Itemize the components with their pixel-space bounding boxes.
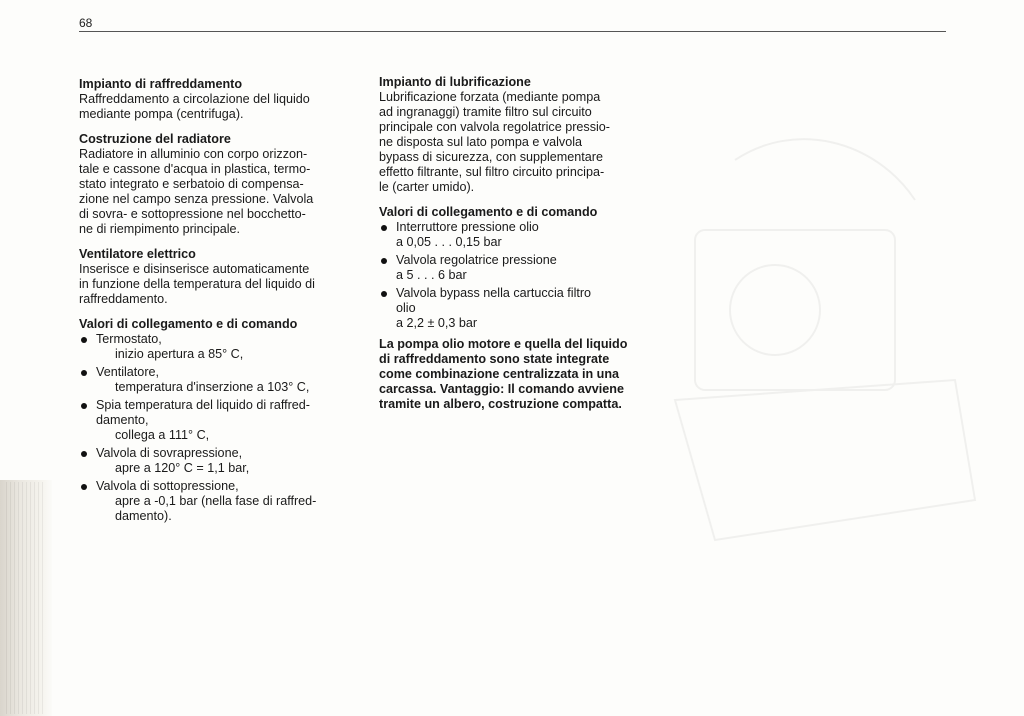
lubrication-heading: Impianto di lubrificazione: [379, 75, 531, 89]
radiator-heading: Costruzione del radiatore: [79, 132, 231, 146]
list-item: Valvola di sottopressione, apre a -0,1 bar (nella fase di raffred- damento).: [79, 479, 347, 524]
page-number: 68: [79, 16, 93, 30]
list-item: Ventilatore, temperatura d'inserzione a 103° C,: [79, 365, 347, 395]
header-rule: [79, 31, 946, 32]
oil-values-heading: Valori di collegamento e di comando: [379, 205, 598, 219]
list-item: Interruttore pressione olio a 0,05 . . . 0,15 bar: [379, 220, 647, 250]
oil-values-list: [379, 220, 647, 331]
list-item: Termostato, inizio apertura a 85° C,: [79, 332, 347, 362]
cooling-values-heading: Valori di collegamento e di comando: [79, 317, 298, 331]
cooling-values-list: [79, 332, 347, 524]
left-column: [79, 76, 347, 527]
integrated-pump-note: La pompa olio motore e quella del liquido di raffreddamento sono state integrate come combinazione centralizzata in una carcassa. Vantaggio: Il comando avviene tramite un albero, costruzione compatta.: [379, 337, 628, 411]
page-stack-lines: [6, 482, 46, 714]
list-item: Valvola bypass nella cartuccia filtro olio a 2,2 ± 0,3 bar: [379, 286, 647, 331]
cooling-system-heading: Impianto di raffreddamento: [79, 77, 243, 91]
list-item: Valvola regolatrice pressione a 5 . . . 6 bar: [379, 253, 647, 283]
electric-fan-text: Inserisce e disinserisce automaticamente in funzione della temperatura del liquido di raffreddamento.: [79, 262, 315, 306]
right-column: [379, 74, 647, 425]
lubrication-text: Lubrificazione forzata (mediante pompa ad ingranaggi) tramite filtro sul circuito principale con valvola regolatrice pressio- ne disposta sul lato pompa e valvola bypass di sicurezza, con supplementare effetto filtrante, sul filtro circuito principa- le (carter umido).: [379, 90, 610, 194]
list-item: Valvola di sovrapressione, apre a 120° C = 1,1 bar,: [79, 446, 347, 476]
electric-fan-heading: Ventilatore elettrico: [79, 247, 196, 261]
cooling-system-text: Raffreddamento a circolazione del liquido mediante pompa (centrifuga).: [79, 92, 310, 121]
list-item: Spia temperatura del liquido di raffred- damento, collega a 111° C,: [79, 398, 347, 443]
radiator-text: Radiatore in alluminio con corpo orizzon- tale e cassone d'acqua in plastica, termo- stato integrato e serbatoio di compensa- zione nel campo senza pressione. Valvola di sovra- e sottopressione nel bocchetto- ne di riempimento principale.: [79, 147, 314, 236]
bleed-through-illustration: [655, 80, 995, 640]
